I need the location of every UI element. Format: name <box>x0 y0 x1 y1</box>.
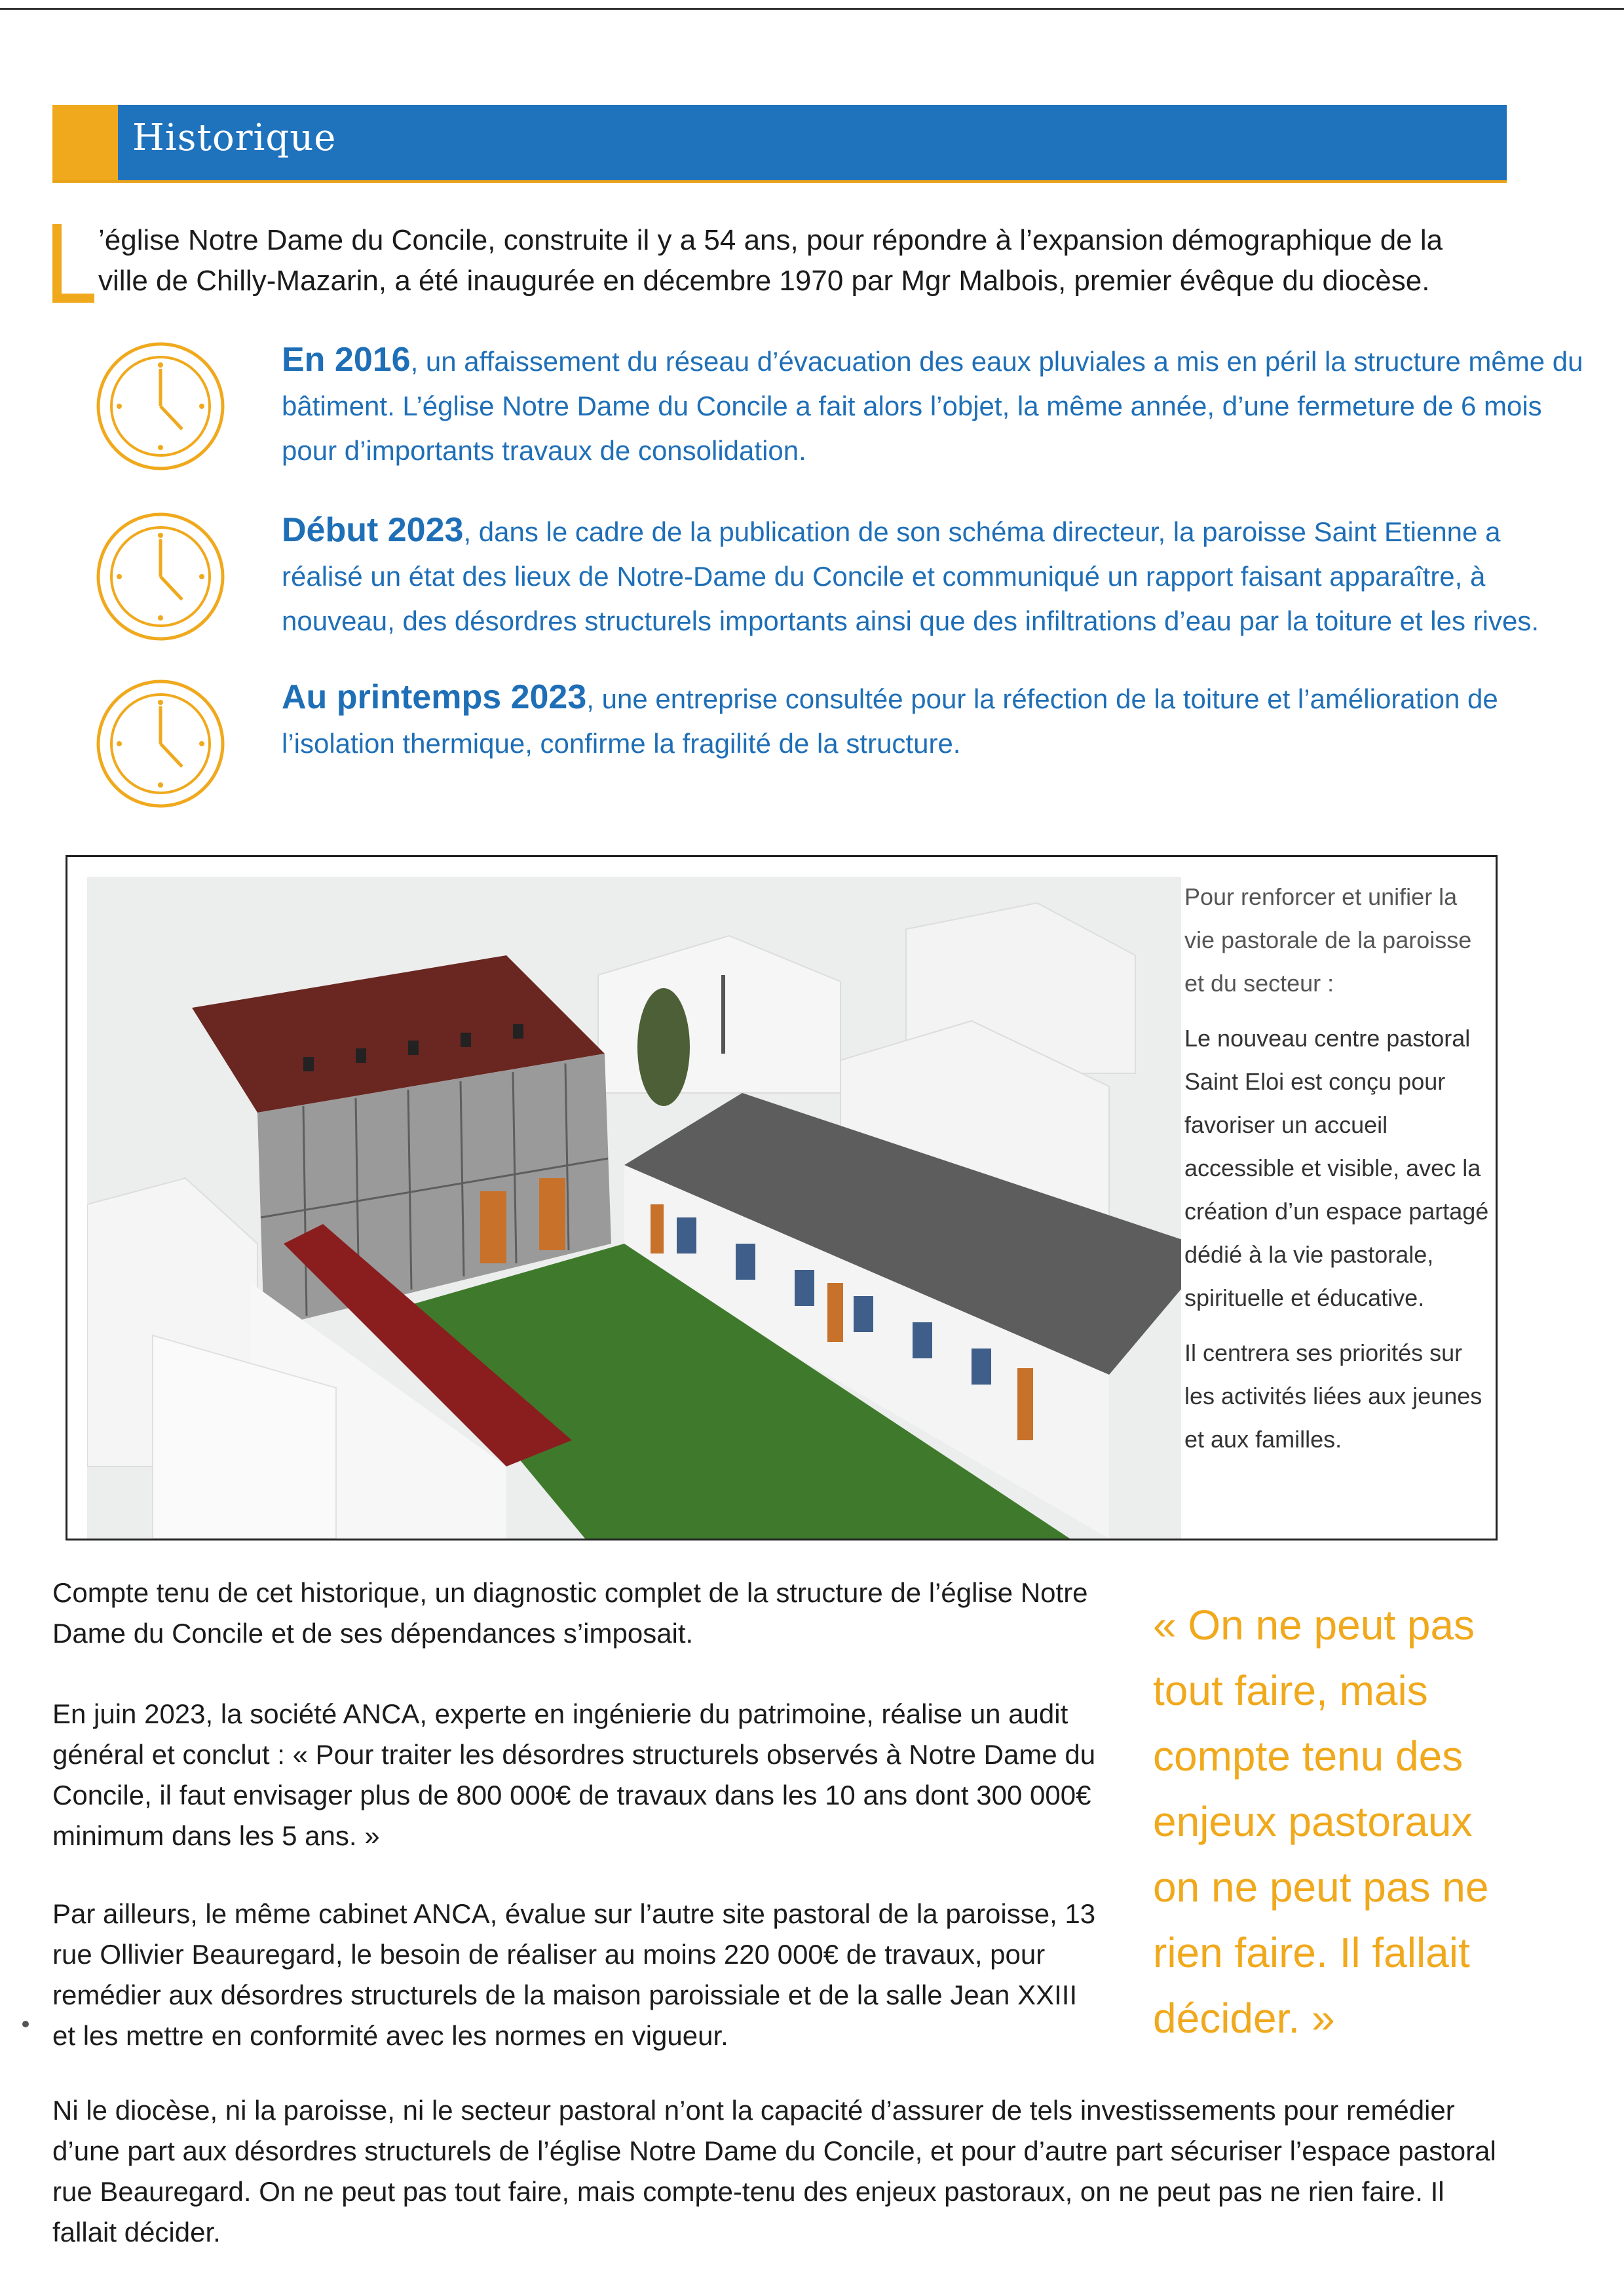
sidebar-paragraph: Il centrera ses priorités sur les activités liées aux jeunes et aux familles. <box>1184 1339 1482 1453</box>
timeline-text <box>282 508 1585 643</box>
margin-dot <box>22 2021 29 2027</box>
timeline-lead: Au printemps 2023 <box>282 678 587 716</box>
page-top-border <box>0 8 1624 10</box>
sidebar-paragraph: Le nouveau centre pastoral Saint Eloi est conçu pour favoriser un accueil accessible et visible, avec la création d’un espace partagé dédié à la vie pastorale, spirituelle et éducative. <box>1184 1025 1489 1311</box>
pastoral-center-rendering <box>87 877 1181 1539</box>
sidebar-heading: Pour renforcer et unifier la vie pastorale de la paroisse et du secteur : <box>1184 883 1472 997</box>
body-text-intro: En juin 2023, la société ANCA, experte en ingénierie du patrimoine, réalise un audit général et conclut : <box>52 1698 1068 1770</box>
clock-icon <box>92 508 229 645</box>
dropcap-L <box>52 224 75 303</box>
timeline-body: , dans le cadre de la publication de son schéma directeur, la paroisse Saint Etienne a réalisé un état des lieux de Notre-Dame du Concile et communiqué un rapport faisant apparaître, à nouveau, des désordres structurels importants ainsi que des infiltrations d’eau par la toiture et les rives. <box>282 516 1539 636</box>
timeline-text <box>282 337 1585 473</box>
timeline-text <box>282 675 1585 766</box>
audit-quote: « Pour traiter les désordres structurels observés à Notre Dame du Concile, il faut envisager plus de 800 000€ de travaux dans les 10 ans dont 300 000€ minimum dans les 5 ans. » <box>52 1739 1096 1851</box>
clock-icon <box>92 675 229 813</box>
section-title: Historique <box>132 117 337 159</box>
body-paragraph-1 <box>52 1573 1107 1654</box>
body-paragraph-2 <box>52 1694 1107 1856</box>
sidebar-text <box>1184 875 1492 1473</box>
body-paragraph-3 <box>52 1894 1107 2056</box>
closing-paragraph: Ni le diocèse, ni la paroisse, ni le secteur pastoral n’ont la capacité d’assurer de tels investissements pour remédier d’une part aux désordres structurels de l’église Notre Dame du Concile, et pour d’autre part sécuriser l’espace pastoral rue Beauregard. On ne peut pas tout faire, mais compte-tenu des enjeux pastoraux, on ne peut pas ne rien faire. Il fallait décider. <box>52 2095 1496 2248</box>
timeline-lead: En 2016 <box>282 341 411 379</box>
pull-quote: « On ne peut pas tout faire, mais compte tenu des enjeux pastoraux on ne peut pas ne rien faire. Il fallait décider. » <box>1153 1601 1489 2042</box>
body-text: Compte tenu de cet historique, un diagnostic complet de la structure de l’église Notre Dame du Concile et de ses dépendances s’imposait. <box>52 1577 1088 1649</box>
body-text <box>52 1694 1107 1856</box>
intro-text: ’église Notre Dame du Concile, construite il y a 54 ans, pour répondre à l’expansion démographique de la ville de Chilly-Mazarin, a été inaugurée en décembre 1970 par Mgr Malbois, premier évêque du diocèse. <box>98 224 1443 297</box>
timeline-lead: Début 2023 <box>282 511 464 549</box>
timeline-body: , un affaissement du réseau d’évacuation des eaux pluviales a mis en péril la structure même du bâtiment. L’église Notre Dame du Concile a fait alors l’objet, la même année, d’une fermeture de 6 mois pour d’importants travaux de consolidation. <box>282 346 1583 466</box>
section-header-banner <box>52 105 1507 183</box>
intro-paragraph <box>52 220 1500 301</box>
project-image-box <box>66 855 1498 1540</box>
clock-icon <box>92 337 229 475</box>
timeline-body: , une entreprise consultée pour la réfection de la toiture et l’amélioration de l’isolation thermique, confirme la fragilité de la structure. <box>282 683 1498 759</box>
banner-accent-block <box>52 105 118 180</box>
body-text: Par ailleurs, le même cabinet ANCA, évalue sur l’autre site pastoral de la paroisse, 13 rue Ollivier Beauregard, le besoin de réaliser au moins 220 000€ de travaux, pour remédier aux désordres structurels de la maison paroissiale et de la salle Jean XXIII et les mettre en conformité avec les normes en vigueur. <box>52 1898 1096 2051</box>
